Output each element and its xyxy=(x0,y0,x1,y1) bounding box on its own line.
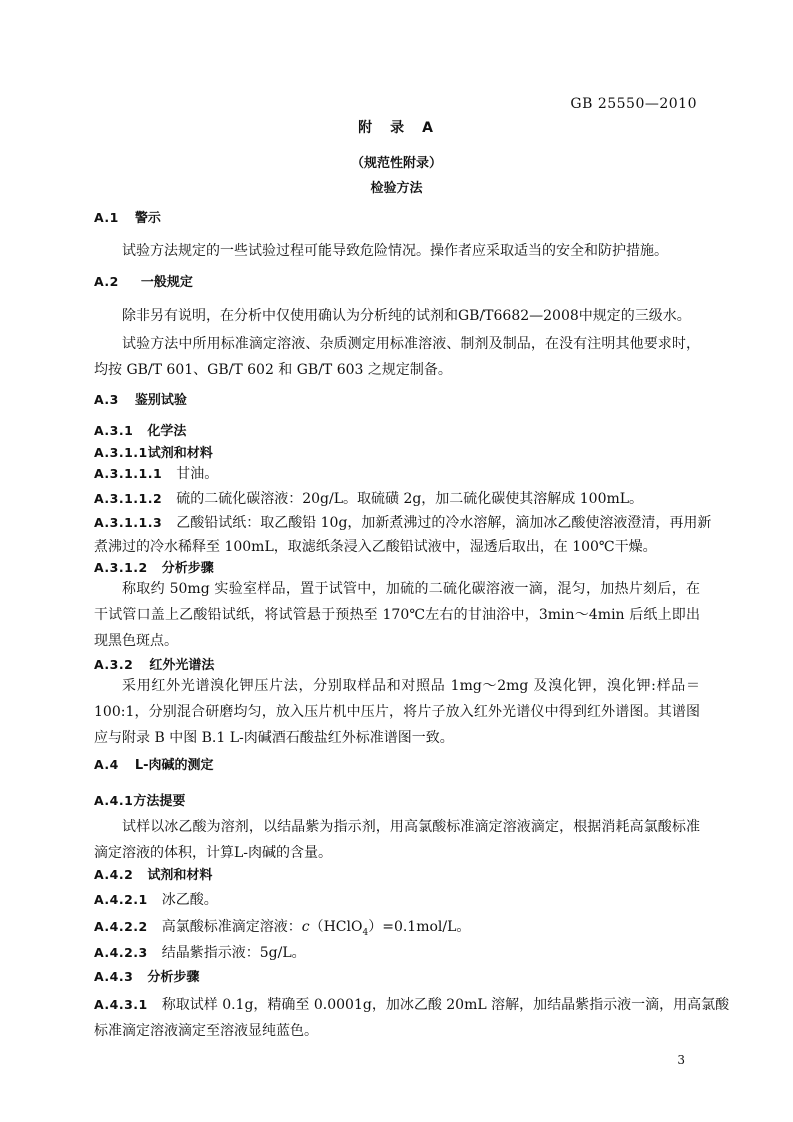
item-a3112 xyxy=(94,488,643,508)
appendix-subtitle: 检验方法 xyxy=(370,181,423,196)
item-number: A.4.2.1 xyxy=(94,892,148,907)
section-heading-a3 xyxy=(94,389,187,408)
item-text: 甘油。 xyxy=(176,466,219,482)
section-heading-a2 xyxy=(94,271,193,290)
section-heading-a311 xyxy=(94,442,213,461)
section-title: 红外光谱法 xyxy=(149,658,215,673)
item-text: 结晶紫指示液：5g/L。 xyxy=(161,945,306,961)
section-title: 分析步骤 xyxy=(161,561,214,576)
item-a423 xyxy=(94,942,306,962)
section-heading-a32 xyxy=(94,654,214,673)
section-number: A.4.3 xyxy=(94,969,134,984)
item-a431-continued: 标准滴定溶液滴定至溶液显纯蓝色。 xyxy=(94,1023,318,1039)
section-number: A.3.1.2 xyxy=(94,560,148,575)
section-number: A.3.1 xyxy=(94,423,134,438)
section-number: A.3.2 xyxy=(94,657,134,672)
section-title: 警示 xyxy=(134,211,161,226)
section-number: A.3 xyxy=(94,392,119,407)
item-a431 xyxy=(94,994,729,1014)
item-text: 乙酸铅试纸：取乙酸铅 10g，加新煮沸过的冷水溶解，滴加冰乙酸使溶液澄清，再用新 xyxy=(176,515,712,531)
paragraph-a2-1: 除非另有说明，在分析中仅使用确认为分析纯的试剂和GB/T6682—2008中规定的三级水。 xyxy=(122,308,691,324)
section-heading-a42 xyxy=(94,864,212,883)
section-number: A.4.1 xyxy=(94,793,134,808)
item-number: A.4.2.3 xyxy=(94,945,148,960)
section-title: 试剂和材料 xyxy=(147,868,213,883)
item-a422 xyxy=(94,916,470,938)
section-heading-a41 xyxy=(94,790,185,809)
item-number: A.3.1.1.1 xyxy=(94,466,163,481)
concentration-symbol: c xyxy=(301,919,310,935)
item-number: A.3.1.1.2 xyxy=(94,491,163,506)
page-number: 3 xyxy=(677,1053,685,1067)
item-text: 称取试样 0.1g，精确至 0.0001g，加冰乙酸 20mL 溶解，加结晶紫指示液一滴，用高氯酸 xyxy=(161,997,730,1013)
item-text: 冰乙酸。 xyxy=(161,892,218,908)
section-heading-a31 xyxy=(94,420,186,439)
standard-number: GB 25550—2010 xyxy=(570,96,697,112)
item-number: A.3.1.1.3 xyxy=(94,515,163,530)
section-heading-a1 xyxy=(94,207,161,226)
section-number: A.4.2 xyxy=(94,867,134,882)
section-number: A.4 xyxy=(94,757,119,772)
item-text: 硫的二硫化碳溶液：20g/L。取硫磺 2g，加二硫化碳使其溶解成 100mL。 xyxy=(176,491,644,507)
section-title: 方法提要 xyxy=(133,794,186,809)
section-heading-a4 xyxy=(94,754,214,773)
section-number: A.2 xyxy=(94,274,119,289)
section-number: A.1 xyxy=(94,210,119,225)
item-a3113 xyxy=(94,512,711,532)
appendix-type: （规范性附录） xyxy=(350,156,442,171)
paragraph-a1: 试验方法规定的一些试验过程可能导致危险情况。操作者应采取适当的安全和防护措施。 xyxy=(122,243,668,259)
section-heading-a43 xyxy=(94,966,199,985)
section-title: 鉴别试验 xyxy=(134,393,187,408)
formula-text: （HClO xyxy=(309,919,363,935)
paragraph-a32: 采用红外光谱溴化钾压片法，分别取样品和对照品 1mg～2mg 及溴化钾，溴化钾:样品＝100:1，分别混合研磨均匀，放入压片机中压片，将片子放入红外光谱仪中得到红外谱图。其谱图应与附录 B 中图 B.1 L-肉碱酒石酸盐红外标准谱图一致。 xyxy=(94,678,700,746)
section-heading-a312 xyxy=(94,557,214,576)
item-a421 xyxy=(94,889,218,909)
item-a3111 xyxy=(94,463,218,483)
paragraph-a312: 称取约 50mg 实验室样品，置于试管中，加硫的二硫化碳溶液一滴，混匀，加热片刻后，在干试管口盖上乙酸铅试纸，将试管悬于预热至 170℃左右的甘油浴中，3min～4min 后纸上即出现黑色斑点。 xyxy=(94,581,700,649)
item-number: A.4.2.2 xyxy=(94,919,148,934)
paragraph-a2-2: 试验方法中所用标准滴定溶液、杂质测定用标准溶液、制剂及制品，在没有注明其他要求时，均按 GB/T 601、GB/T 602 和 GB/T 603 之规定制备。 xyxy=(94,336,700,378)
item-text: 高氯酸标准滴定溶液： xyxy=(161,919,302,935)
section-title: 试剂和材料 xyxy=(147,446,213,461)
appendix-title: 附 录 A xyxy=(358,120,435,136)
item-a3113-continued: 煮沸过的冷水稀释至 100mL，取滤纸条浸入乙酸铅试液中，湿透后取出，在 100℃干燥。 xyxy=(94,539,657,555)
section-title: 分析步骤 xyxy=(147,970,200,985)
paragraph-a41: 试样以冰乙酸为溶剂，以结晶紫为指示剂，用高氯酸标准滴定溶液滴定，根据消耗高氯酸标准滴定溶液的体积，计算L-肉碱的含量。 xyxy=(94,819,700,861)
section-number: A.3.1.1 xyxy=(94,445,148,460)
section-title: 一般规定 xyxy=(140,275,193,290)
section-title: L-肉碱的测定 xyxy=(134,758,214,773)
item-number: A.4.3.1 xyxy=(94,997,148,1012)
formula-subscript: 4 xyxy=(362,927,369,938)
formula-value: ）=0.1mol/L。 xyxy=(368,919,471,935)
section-title: 化学法 xyxy=(147,424,187,439)
